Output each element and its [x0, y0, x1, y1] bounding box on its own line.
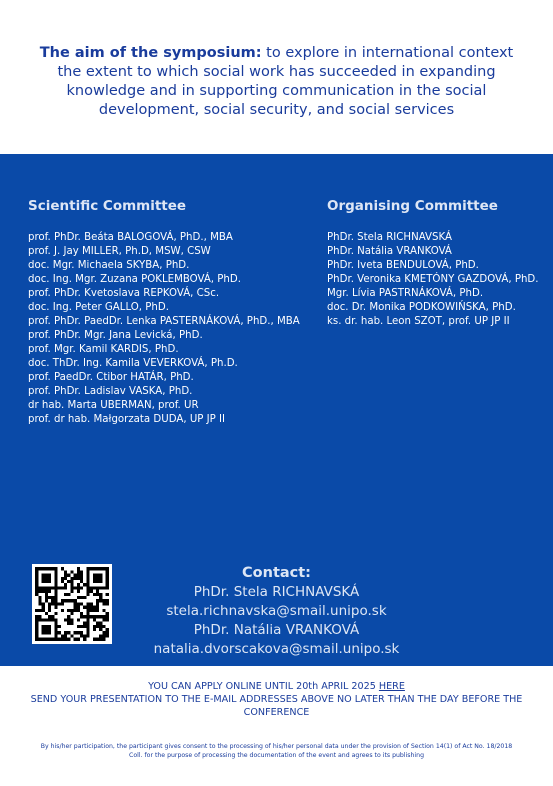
contact-email-2[interactable]: natalia.dvorscakova@smail.unipo.sk [153, 641, 400, 657]
organising-member: ks. dr. hab. Leon SZOT, prof. UP JP II [327, 316, 510, 327]
scientific-member: prof. Mgr. Kamil KARDIS, PhD. [28, 344, 179, 355]
contact-title: Contact: [242, 565, 311, 581]
contact-name-1: PhDr. Stela RICHNAVSKÁ [193, 584, 360, 600]
aim-text: to explore in international context the extent to which social work has succeeded in expanding knowledge and in supporting communication in the social development, social security, and social services [57, 45, 514, 118]
scientific-member: dr hab. Marta UBERMAN, prof. UR [28, 400, 199, 411]
scientific-committee-list [28, 231, 300, 427]
qr-code-icon[interactable] [32, 564, 112, 644]
send-presentation-text: SEND YOUR PRESENTATION TO THE E-MAIL ADDRESSES ABOVE NO LATER THAN THE DAY BEFORE THE CONFERENCE [30, 694, 523, 718]
organising-member: PhDr. Iveta BENDULOVÁ, PhD. [327, 260, 479, 271]
aim-label: The aim of the symposium: [39, 45, 262, 61]
scientific-member: prof. PhDr. Mgr. Jana Levická, PhD. [28, 330, 203, 341]
symposium-aim [30, 44, 523, 120]
apply-line [20, 680, 533, 693]
application-info [20, 680, 533, 719]
organising-member: PhDr. Natália VRANKOVÁ [327, 246, 452, 257]
organising-member: doc. Dr. Monika PODKOWIŃSKA, PhD. [327, 302, 516, 313]
apply-here-link[interactable]: HERE [378, 681, 405, 692]
scientific-member: doc. Ing. Mgr. Zuzana POKLEMBOVÁ, PhD. [28, 274, 241, 285]
scientific-member: prof. PaedDr. Ctibor HATÁR, PhD. [28, 372, 194, 383]
apply-text: YOU CAN APPLY ONLINE UNTIL 20th APRIL 2025 [148, 681, 379, 692]
organising-member: Mgr. Lívia PASTRNÁKOVÁ, PhD. [327, 288, 484, 299]
organising-committee-list [327, 231, 539, 329]
organising-member: PhDr. Stela RICHNAVSKÁ [327, 232, 452, 243]
contact-block [110, 564, 443, 659]
committees-panel [0, 154, 553, 666]
scientific-member: doc. Mgr. Michaela SKYBA, PhD. [28, 260, 190, 271]
scientific-member: doc. ThDr. Ing. Kamila VEVERKOVÁ, Ph.D. [28, 358, 238, 369]
scientific-member: prof. dr hab. Małgorzata DUDA, UP JP II [28, 414, 226, 425]
scientific-committee-title: Scientific Committee [28, 198, 187, 214]
scientific-member: prof. J. Jay MILLER, Ph.D, MSW, CSW [28, 246, 211, 257]
organising-committee-title: Organising Committee [327, 198, 498, 214]
consent-notice: By his/her participation, the participant gives consent to the processing of his/her personal data under the provision of Section 14(1) of Act No. 18/2018 Coll. for the purpose of processing the documentation of the event and agrees to its publishing [40, 743, 513, 759]
scientific-member: prof. PhDr. Ladislav VASKA, PhD. [28, 386, 193, 397]
organising-member: PhDr. Veronika KMETÓNY GAZDOVÁ, PhD. [327, 274, 539, 285]
contact-email-1[interactable]: stela.richnavska@smail.unipo.sk [166, 603, 387, 619]
scientific-member: prof. PhDr. Beáta BALOGOVÁ, PhD., MBA [28, 232, 233, 243]
scientific-member: prof. PhDr. Kvetoslava REPKOVÁ, CSc. [28, 288, 220, 299]
contact-name-2: PhDr. Natália VRANKOVÁ [193, 622, 360, 638]
scientific-member: prof. PhDr. PaedDr. Lenka PASTERNÁKOVÁ, PhD., MBA [28, 316, 300, 327]
scientific-member: doc. Ing. Peter GALLO, PhD. [28, 302, 169, 313]
